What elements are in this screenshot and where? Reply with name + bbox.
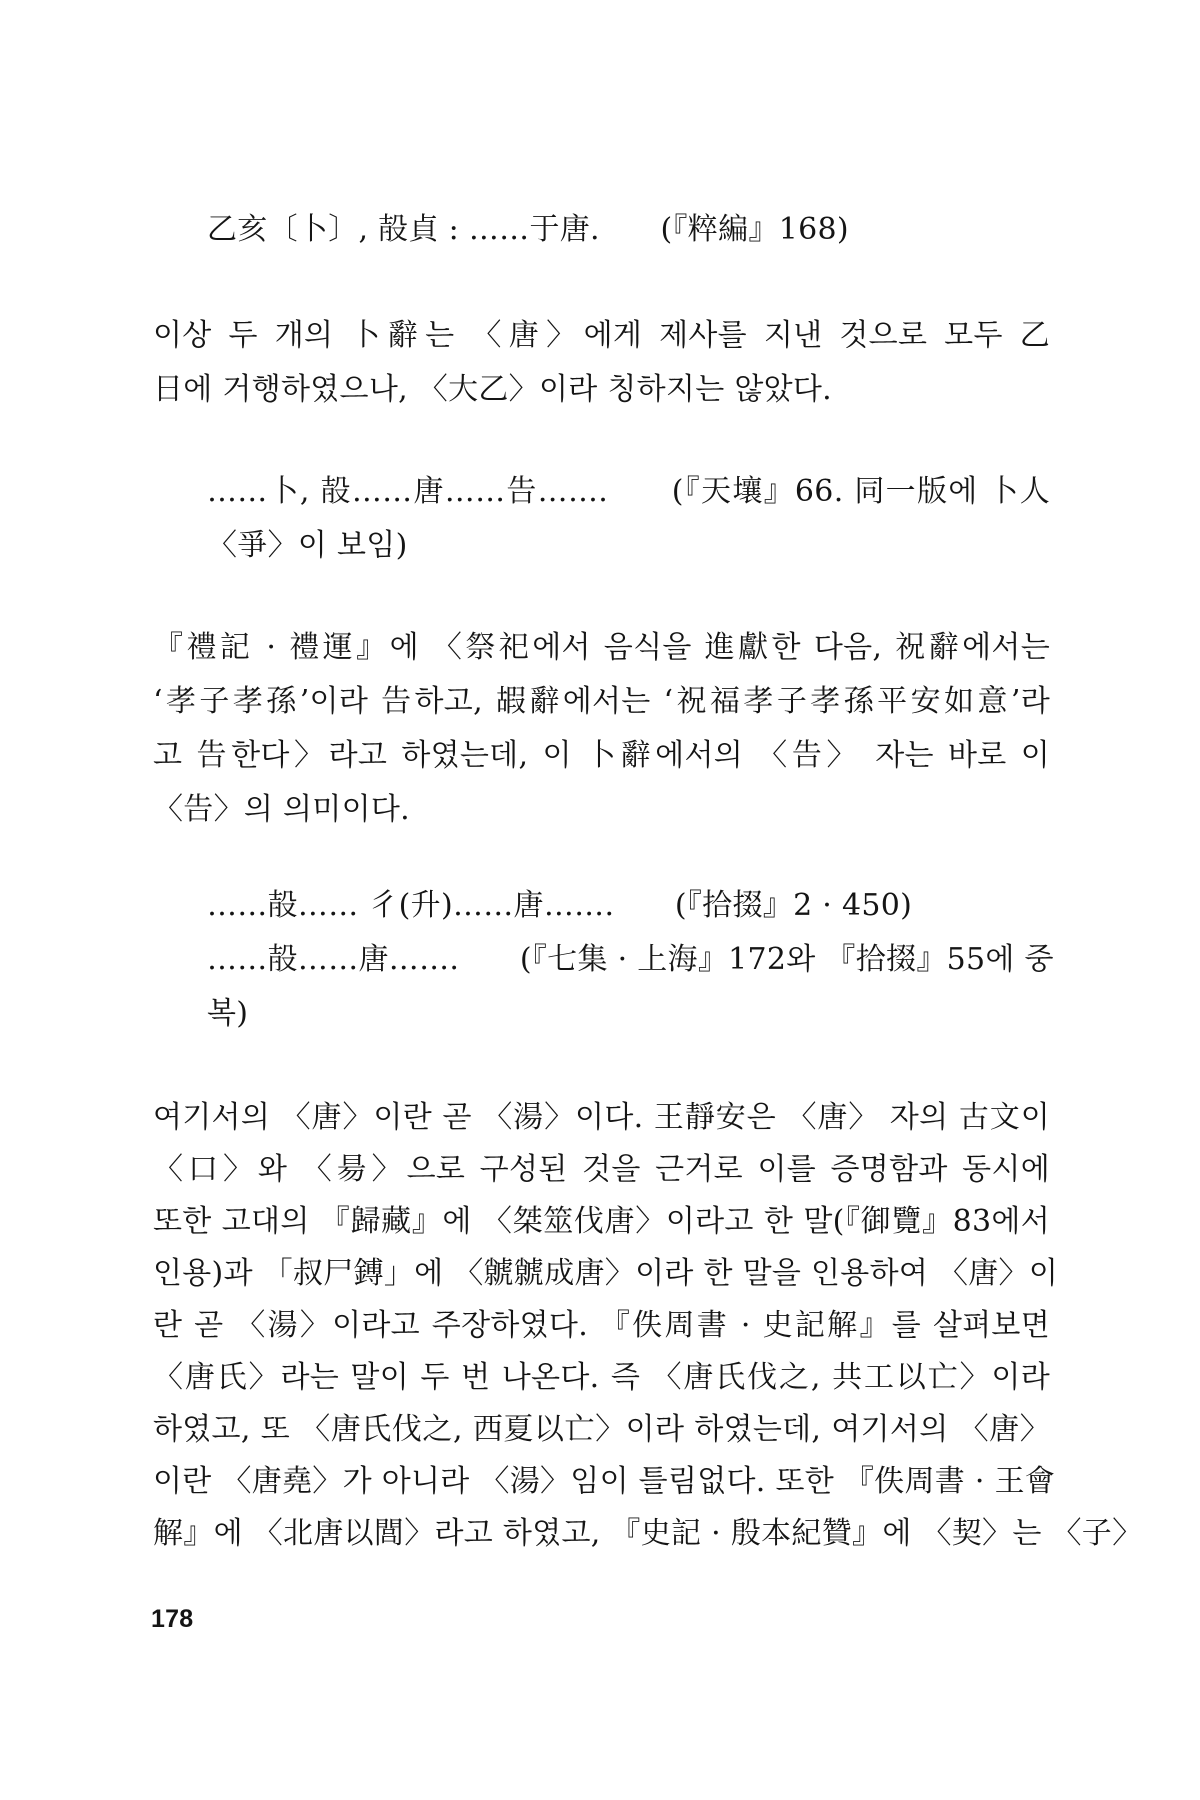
oracle-quote-3-line-1: ……㱿…… 彳(升)……唐……. (『拾掇』2 · 450) [207,888,913,923]
page-number: 178 [151,1605,194,1633]
paragraph-3-line-5: 란 곧 〈湯〉이라고 주장하였다. 『佚周書 · 史記解』를 살펴보면 [153,1308,1050,1343]
paragraph-3-line-3: 또한 고대의 『歸藏』에 〈桀筮伐唐〉이라고 한 말(『御覽』83에서 [153,1204,1050,1239]
oracle-quote-1: 乙亥〔卜〕, 㱿貞 : ……于唐. (『粹編』168) [207,212,849,247]
oracle-quote-3-line-2: ……㱿……唐……. (『七集 · 上海』172와 『拾掇』55에 중 [207,942,1054,977]
paragraph-2-line-2: ‘孝子孝孫’이라 告하고, 嘏辭에서는 ‘祝福孝子孝孫平安如意’라 [153,684,1050,719]
paragraph-2-line-3: 고 告한다〉라고 하였는데, 이 卜辭에서의 〈告〉 자는 바로 이 [153,738,1050,773]
paragraph-3-line-4: 인용)과 「叔尸鎛」에 〈虩虩成唐〉이라 한 말을 인용하여 〈唐〉이 [153,1256,1059,1291]
paragraph-2-line-4: 〈告〉의 의미이다. [153,792,410,827]
paragraph-3-line-2: 〈口〉와 〈昜〉으로 구성된 것을 근거로 이를 증명함과 동시에 [153,1152,1050,1187]
paragraph-1-line-2: 日에 거행하였으나, 〈大乙〉이라 칭하지는 않았다. [153,372,832,407]
paragraph-3-line-7: 하였고, 또 〈唐氏伐之, 西夏以亡〉이라 하였는데, 여기서의 〈唐〉 [153,1412,1050,1447]
oracle-quote-3-line-3: 복) [207,996,249,1031]
paragraph-3-line-1: 여기서의 〈唐〉이란 곧 〈湯〉이다. 王靜安은 〈唐〉 자의 古文이 [153,1100,1050,1135]
paragraph-1-line-1: 이상 두 개의 卜辭는 〈唐〉에게 제사를 지낸 것으로 모두 乙 [153,318,1050,353]
oracle-quote-2-line-1: ……卜, 㱿……唐……告……. (『天壤』66. 同一版에 卜人 [207,474,1050,509]
paragraph-3-line-8: 이란 〈唐堯〉가 아니라 〈湯〉임이 틀림없다. 또한 『佚周書 · 王會 [153,1464,1056,1499]
paragraph-3-line-6: 〈唐氏〉라는 말이 두 번 나온다. 즉 〈唐氏伐之, 共工以亡〉이라 [153,1360,1050,1395]
paragraph-2-line-1: 『禮記 · 禮運』에 〈祭祀에서 음식을 進獻한 다음, 祝辭에서는 [153,630,1050,665]
paragraph-3-line-9: 解』에 〈北唐以閭〉라고 하였고, 『史記 · 殷本紀贊』에 〈契〉는 〈子〉 [153,1516,1143,1551]
oracle-quote-2-line-2: 〈爭〉이 보임) [207,528,408,563]
